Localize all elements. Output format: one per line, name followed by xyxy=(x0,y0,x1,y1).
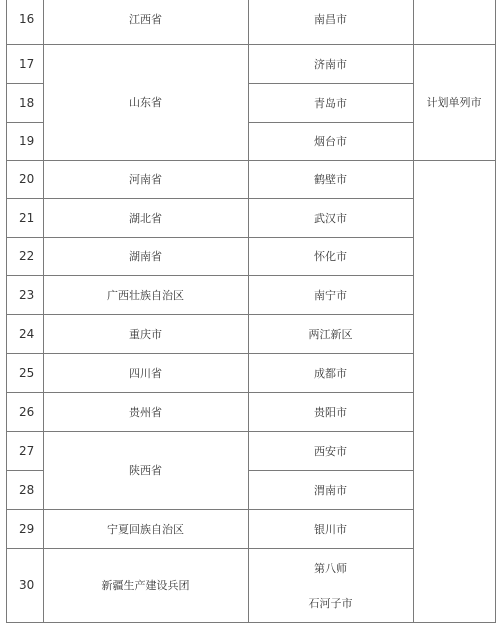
city-cell: 两江新区 xyxy=(308,327,353,341)
city-cell: 第八师 xyxy=(314,561,347,575)
city-cell: 鹤壁市 xyxy=(314,173,347,186)
city-cell: 贵阳市 xyxy=(314,405,347,419)
city-cell: 武汉市 xyxy=(314,211,347,225)
province-cell: 湖北省 xyxy=(129,211,162,225)
province-cell: 江西省 xyxy=(129,12,162,26)
row-number: 26 xyxy=(19,404,35,419)
province-cell: 陕西省 xyxy=(129,464,162,477)
row-number: 22 xyxy=(19,249,35,263)
row-number: 25 xyxy=(19,365,35,380)
province-cell: 湖南省 xyxy=(129,250,162,263)
city-cell: 南宁市 xyxy=(314,288,347,302)
row-border xyxy=(248,548,413,549)
row-number: 21 xyxy=(19,210,35,225)
city-cell: 济南市 xyxy=(314,57,347,71)
note-cell: 计划单列市 xyxy=(426,96,482,109)
city-cell: 渭南市 xyxy=(314,483,347,497)
city-cell: 成都市 xyxy=(314,366,347,380)
city-cell: 烟台市 xyxy=(314,135,347,148)
row-number: 18 xyxy=(19,95,35,110)
province-cell: 新疆生产建设兵团 xyxy=(101,579,190,592)
row-border xyxy=(248,622,413,623)
city-cell: 南昌市 xyxy=(314,12,347,26)
row-number: 29 xyxy=(19,521,35,536)
province-cell: 广西壮族自治区 xyxy=(107,288,184,302)
row-number: 28 xyxy=(19,482,35,497)
row-number: 19 xyxy=(19,134,35,148)
city-cell: 石河子市 xyxy=(308,596,353,610)
row-number: 27 xyxy=(19,443,35,458)
row-number: 17 xyxy=(19,56,35,71)
province-cell: 四川省 xyxy=(129,366,162,380)
province-cell: 河南省 xyxy=(129,173,162,186)
city-cell: 怀化市 xyxy=(314,250,347,263)
province-cell: 重庆市 xyxy=(129,327,162,341)
row-number: 30 xyxy=(19,578,35,592)
city-cell: 银川市 xyxy=(314,522,347,536)
province-cell: 宁夏回族自治区 xyxy=(107,522,184,536)
row-border xyxy=(413,622,496,623)
row-border xyxy=(6,622,43,623)
row-number: 24 xyxy=(19,326,35,341)
province-cell: 山东省 xyxy=(129,96,162,109)
row-number: 20 xyxy=(19,172,35,186)
row-border xyxy=(43,622,248,623)
city-cell: 西安市 xyxy=(314,444,347,458)
row-number: 23 xyxy=(19,287,35,302)
column-border xyxy=(495,0,496,622)
row-number: 16 xyxy=(19,11,35,26)
city-cell: 青岛市 xyxy=(314,96,347,110)
province-cell: 贵州省 xyxy=(129,405,162,419)
note-cell xyxy=(413,0,495,44)
note-cell xyxy=(413,160,495,622)
